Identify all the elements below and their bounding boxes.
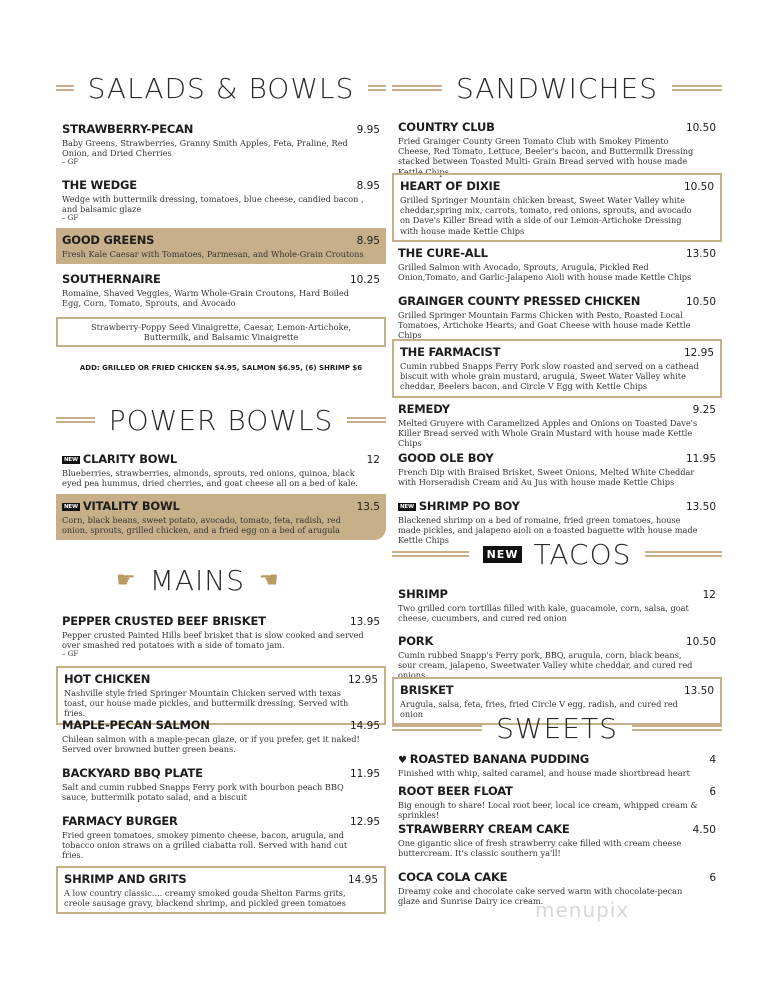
menu-item [392, 752, 722, 778]
item-desc: Cumin rubbed Snapps Ferry Pork slow roasted and served on a cathead biscuit with whole grain mustard, arugula, Sweet Water Valley white cheddar, Beelers bacon, and Circle V Egg with Kettle Chips [400, 361, 699, 392]
left-column [56, 0, 386, 994]
item-name: REMEDY [398, 402, 450, 416]
divider [632, 725, 722, 731]
menu-item [392, 451, 722, 487]
item-name: BRISKET [400, 683, 454, 697]
item-desc: Salt and cumin rubbed Snapps Ferry pork with bourbon peach BBQ sauce, buttermilk potato salad, and a biscuit [62, 782, 344, 803]
menu-item [56, 814, 386, 861]
section-title: TACOS [533, 537, 632, 571]
salads-header [56, 66, 386, 110]
item-desc: Arugula, salsa, feta, fries, fried Circle V egg, radish, and cured red onion [400, 699, 678, 720]
item-desc: Romaine, Shaved Veggies, Warm Whole-Grain Croutons, Hard Boiled Egg, Corn, Tomato, Sprouts, and Avocado [62, 288, 349, 309]
item-price: 4 [709, 754, 716, 766]
menu-item [56, 452, 386, 488]
right-column [392, 0, 722, 994]
item-price: 11.95 [349, 768, 380, 780]
item-name: STRAWBERRY CREAM CAKE [398, 822, 570, 836]
new-badge: NEW [400, 503, 414, 510]
item-price: 10.50 [683, 181, 714, 193]
divider [392, 551, 469, 557]
gf-tag: – GF [62, 650, 79, 659]
addon-note: ADD: GRILLED OR FRIED CHICKEN $4.95, SALMON $6.95, (6) SHRIMP $6 [79, 364, 363, 372]
menu-item [392, 587, 722, 623]
section-title: MAINS [149, 563, 246, 597]
item-desc: Finished with whip, salted caramel, and house made shortbread heart [398, 768, 690, 778]
item-name: SOUTHERNAIRE [62, 272, 161, 286]
item-name: GOOD GREENS [62, 233, 155, 247]
item-price: 12.95 [347, 674, 378, 686]
item-desc: Pepper crusted Painted Hills beef brisket that is slow cooked and served over smashed red potatoes with a side of tomato jam. [62, 630, 364, 651]
item-price: 13.95 [349, 616, 380, 628]
item-name: COCA COLA CAKE [398, 870, 508, 884]
item-name: THE CURE-ALL [398, 246, 488, 260]
item-desc: Chilean salmon with a maple-pecan glaze, or if you prefer, get it naked! Served over browned butter green beans. [62, 734, 360, 755]
menu-item [56, 614, 386, 658]
item-desc: Dreamy coke and chocolate cake served warm with chocolate-pecan glaze and Sunrise Dairy ice cream. [398, 886, 683, 907]
section-title: SALADS & BOWLS [87, 71, 355, 105]
item-desc: Baby Greens, Strawberries, Granny Smith Apples, Feta, Praline, Red Onion, and Dried Cherries [62, 138, 348, 159]
item-price: 10.50 [685, 122, 716, 134]
gf-tag: – GF [62, 214, 79, 223]
item-price: 8.95 [356, 180, 380, 192]
item-price: 10.50 [685, 296, 716, 308]
menu-item [56, 272, 386, 308]
menu-item [392, 822, 722, 858]
item-name: STRAWBERRY-PECAN [62, 122, 194, 136]
section-title: SWEETS [496, 711, 618, 745]
item-price: 12 [366, 454, 380, 466]
item-price: 12.95 [349, 816, 380, 828]
divider [672, 85, 722, 91]
tacos-header [392, 532, 722, 576]
item-desc: Two grilled corn tortillas filled with kale, guacamole, corn, salsa, goat cheese, cucumbers, and cured red onion [398, 603, 689, 624]
item-price: 6 [709, 786, 716, 798]
item-name: HOT CHICKEN [64, 672, 151, 686]
menu-item-featured [392, 173, 722, 242]
divider [56, 417, 95, 423]
item-name-text: ROASTED BANANA PUDDING [409, 752, 590, 766]
item-desc: Blueberries, strawberries, almonds, sprouts, red onions, quinoa, black eyed pea hummus, dried cherries, and goat cheese all on a bed of kale. [62, 468, 358, 489]
item-price: 13.5 [356, 501, 380, 513]
item-price: 13.50 [685, 501, 716, 513]
divider [392, 85, 442, 91]
item-desc: Cumin rubbed Snapp's Ferry pork, BBQ, arugula, corn, black beans, sour cream, jalapeno, Sweetwater Valley white cheddar, and cured red onions [398, 650, 693, 681]
item-name: HEART OF DIXIE [400, 179, 501, 193]
item-desc: Fried green tomatoes, smokey pimento cheese, bacon, arugula, and tobacco onion straws on a grilled ciabatta roll. Served with hand cut fries. [62, 830, 348, 861]
new-badge: NEW [64, 503, 78, 510]
item-desc: One gigantic slice of fresh strawberry cake filled with cream cheese buttercream. It's classic southern ya'll! [398, 838, 682, 859]
item-name: GOOD OLE BOY [398, 451, 494, 465]
menu-item [392, 294, 722, 341]
sandwiches-header [392, 66, 722, 110]
item-name: BACKYARD BBQ PLATE [62, 766, 203, 780]
menu-item [392, 784, 722, 820]
item-desc: Grilled Salmon with Avocado, Sprouts, Arugula, Pickled Red Onion,Tomato, and Garlic-Jalapeno Aioli with house made Kettle Chips [398, 262, 692, 283]
item-name: THE FARMACIST [400, 345, 501, 359]
item-name [62, 452, 177, 466]
item-name: SHRIMP AND GRITS [64, 872, 187, 886]
menu-item [392, 246, 722, 282]
menu-item [392, 402, 722, 449]
menu-item-featured [56, 866, 386, 914]
item-name: FARMACY BURGER [62, 814, 178, 828]
divider [645, 551, 722, 557]
item-name [62, 499, 180, 513]
section-title-wrap [469, 538, 646, 571]
menu-item-featured [392, 339, 722, 398]
item-desc: Grilled Springer Mountain chicken breast, Sweet Water Valley white cheddar,spring mix, carrots, tomato, red onions, sprouts, and avocado on Dave's Killer Bread with a side of our Lemon-Artichoke Dressing with house made Kettle Chips [400, 195, 692, 236]
item-price: 4.50 [692, 824, 716, 836]
divider [56, 85, 74, 91]
item-desc: Corn, black beans, sweet potato, avocado, tomato, feta, radish, red onion, sprouts, grilled chicken, and a fried egg on a bed of arugula [62, 515, 341, 536]
item-price: 9.25 [692, 404, 716, 416]
heart-icon: ♥ [398, 755, 407, 766]
item-desc: French Dip with Braised Brisket, Sweet Onions, Melted White Cheddar with Horseradish Cream and Au Jus with house made Kettle Chips [398, 467, 695, 488]
item-desc: Grilled Springer Mountain Farms Chicken with Pesto, Roasted Local Tomatoes, Artichoke Hearts, and Goat Cheese with house made Kettle Chips [398, 310, 691, 341]
new-badge: NEW [64, 456, 78, 463]
item-desc: A low country classic.... creamy smoked gouda Shelton Farms grits, creole sausage gravy, blackend shrimp, and pickled green tomatoes [64, 888, 346, 909]
item-name: ROOT BEER FLOAT [398, 784, 513, 798]
item-price: 12.95 [683, 347, 714, 359]
watermark-logo: menupix [535, 898, 630, 922]
gf-tag: – GF [62, 158, 79, 167]
menu-item-highlighted [56, 228, 386, 264]
divider [347, 417, 386, 423]
item-price: 11.95 [685, 453, 716, 465]
item-desc: Blackened shrimp on a bed of romaine, fried green tomatoes, house made pickles, and jalapeno aioli on a toasted baguette with house made Kettle Chips [398, 515, 698, 546]
item-price: 8.95 [356, 235, 380, 247]
menu-item [392, 120, 722, 177]
item-desc: Wedge with buttermilk dressing, tomatoes, blue cheese, candied bacon , and balsamic glaze [62, 194, 364, 215]
item-price: 10.25 [349, 274, 380, 286]
pointing-hand-left-icon: ☚ [259, 567, 279, 593]
item-name-text: CLARITY BOWL [82, 452, 177, 466]
menu-item [56, 178, 386, 222]
item-desc: Melted Gruyere with Caramelized Apples and Onions on Toasted Dave's Killer Bread served with Whole Grain Mustard with house made Kettle Chips [398, 418, 698, 449]
item-price: 6 [709, 872, 716, 884]
item-name: PEPPER CRUSTED BEEF BRISKET [62, 614, 266, 628]
new-badge: NEW [483, 546, 523, 563]
dressings-box: Strawberry-Poppy Seed Vinaigrette, Caesar, Lemon-Artichoke, Buttermilk, and Balsamic Vinaigrette [56, 317, 386, 347]
item-price: 9.95 [356, 124, 380, 136]
item-name: PORK [398, 634, 434, 648]
power-bowls-header [56, 398, 386, 442]
section-title: POWER BOWLS [108, 403, 334, 437]
item-desc: Fresh Kale Caesar with Tomatoes, Parmesan, and Whole-Grain Croutons [62, 249, 364, 259]
item-name-text: VITALITY BOWL [82, 499, 180, 513]
item-price: 14.95 [347, 874, 378, 886]
pointing-hand-right-icon: ☛ [116, 567, 136, 593]
menu-item [56, 122, 386, 166]
item-desc: Nashville style fried Springer Mountain Chicken served with texas toast, our house made pickles, and buttermilk dressing. Served with fries. [64, 688, 349, 719]
item-name [398, 499, 520, 513]
item-price: 13.50 [685, 248, 716, 260]
item-name: MAPLE-PECAN SALMON [62, 718, 210, 732]
mains-header [116, 558, 326, 602]
item-desc: Fried Grainger County Green Tomato Club with Smokey Pimento Cheese, Red Tomato, Lettuce, Beeler's bacon, and Buttermilk Dressing stacked between Toasted Multi- Grain Bread served with house made Kettle Chips [398, 136, 694, 177]
section-title: SANDWICHES [456, 71, 658, 105]
item-price: 14.95 [349, 720, 380, 732]
item-price: 12 [702, 589, 716, 601]
item-name: SHRIMP [398, 587, 448, 601]
divider [392, 725, 482, 731]
item-name-text: SHRIMP PO BOY [418, 499, 520, 513]
item-name: GRAINGER COUNTY PRESSED CHICKEN [398, 294, 641, 308]
divider [368, 85, 386, 91]
menu-item-highlighted [56, 494, 386, 540]
item-price: 10.50 [685, 636, 716, 648]
menu-item [56, 718, 386, 754]
item-name: THE WEDGE [62, 178, 137, 192]
menu-item-featured [56, 666, 386, 725]
item-price: 13.50 [683, 685, 714, 697]
item-name [398, 752, 589, 766]
sweets-header [392, 706, 722, 750]
menu-item [56, 766, 386, 802]
menu-item [392, 634, 722, 681]
item-desc: Big enough to share! Local root beer, local ice cream, whipped cream & sprinkles! [398, 800, 698, 821]
item-name: COUNTRY CLUB [398, 120, 495, 134]
